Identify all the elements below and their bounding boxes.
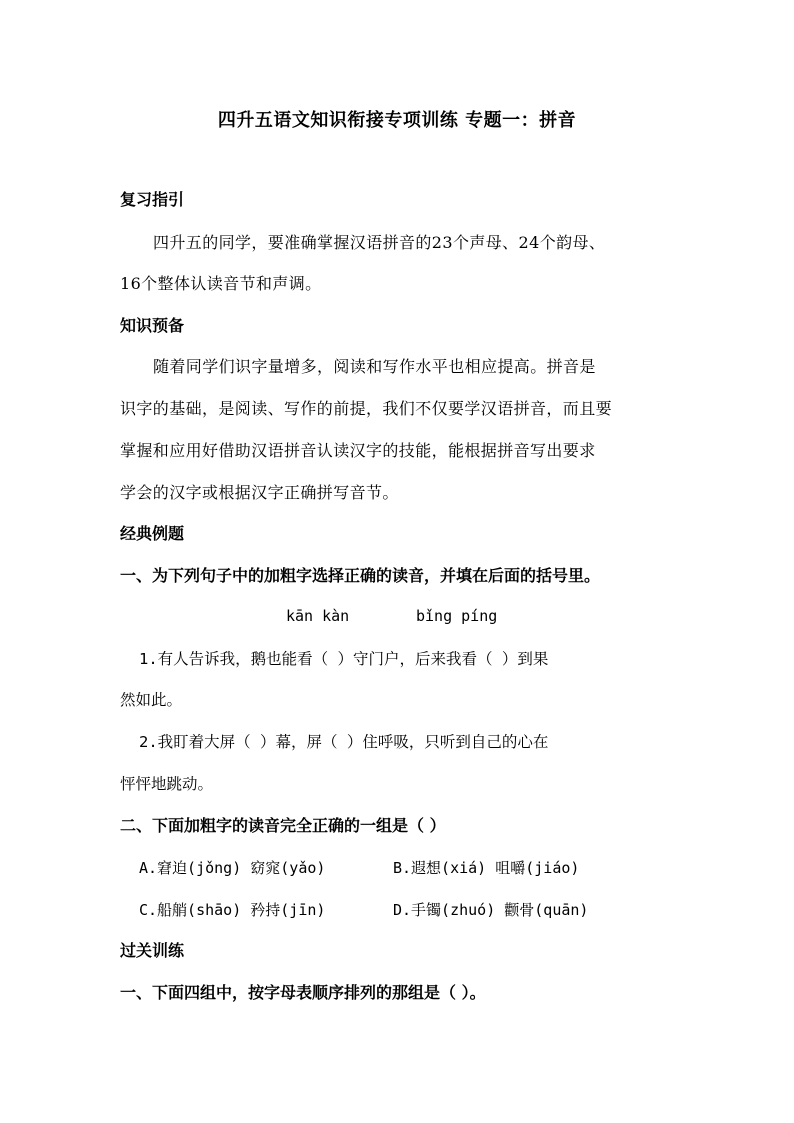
knowledge-prep-line-3: 掌握和应用好借助汉语拼音认读汉字的技能，能根据拼音写出要求 <box>120 441 596 460</box>
review-guide-heading: 复习指引 <box>120 190 185 209</box>
pinyin-options-bing: bǐng píng <box>416 607 498 625</box>
example-q2-option-b: B.遐想(xiá) 咀嚼(jiáo) <box>393 859 580 877</box>
knowledge-prep-heading: 知识预备 <box>120 316 185 335</box>
practice-heading: 过关训练 <box>120 941 185 960</box>
example-q2-option-a: A.窘迫(jǒng) 窈窕(yǎo) <box>139 859 326 877</box>
example-q2-option-d: D.手镯(zhuó) 颧骨(quān) <box>393 901 589 919</box>
example-q1-item-1-line-1: 1.有人告诉我，鹅也能看（ ）守门户，后来我看（ ）到果 <box>139 650 549 668</box>
example-q2-prompt: 二、下面加粗字的读音完全正确的一组是（ ） <box>120 816 446 835</box>
knowledge-prep-line-2: 识字的基础，是阅读、写作的前提，我们不仅要学汉语拼音，而且要 <box>120 399 613 418</box>
knowledge-prep-line-1: 随着同学们识字量增多，阅读和写作水平也相应提高。拼音是 <box>153 357 596 376</box>
review-guide-line-2: 16个整体认读音节和声调。 <box>120 274 322 293</box>
practice-q1-prompt: 一、下面四组中，按字母表顺序排列的那组是（ ）。 <box>120 983 486 1002</box>
page-title: 四升五语文知识衔接专项训练 专题一：拼音 <box>217 110 577 131</box>
example-q1-item-2-line-1: 2.我盯着大屏（ ）幕，屏（ ）住呼吸，只听到自己的心在 <box>139 733 549 751</box>
review-guide-line-1: 四升五的同学，要准确掌握汉语拼音的23个声母、24个韵母、 <box>153 233 606 252</box>
example-q1-item-1-line-2: 然如此。 <box>120 691 183 709</box>
example-q1-item-2-line-2: 怦怦地跳动。 <box>120 775 214 793</box>
example-q2-option-c: C.船艄(shāo) 矜持(jīn) <box>139 901 326 919</box>
example-q1-prompt: 一、为下列句子中的加粗字选择正确的读音，并填在后面的括号里。 <box>120 566 601 585</box>
knowledge-prep-line-4: 学会的汉字或根据汉字正确拼写音节。 <box>120 483 399 502</box>
examples-heading: 经典例题 <box>120 524 185 543</box>
pinyin-options-kan: kān kàn <box>286 607 350 625</box>
